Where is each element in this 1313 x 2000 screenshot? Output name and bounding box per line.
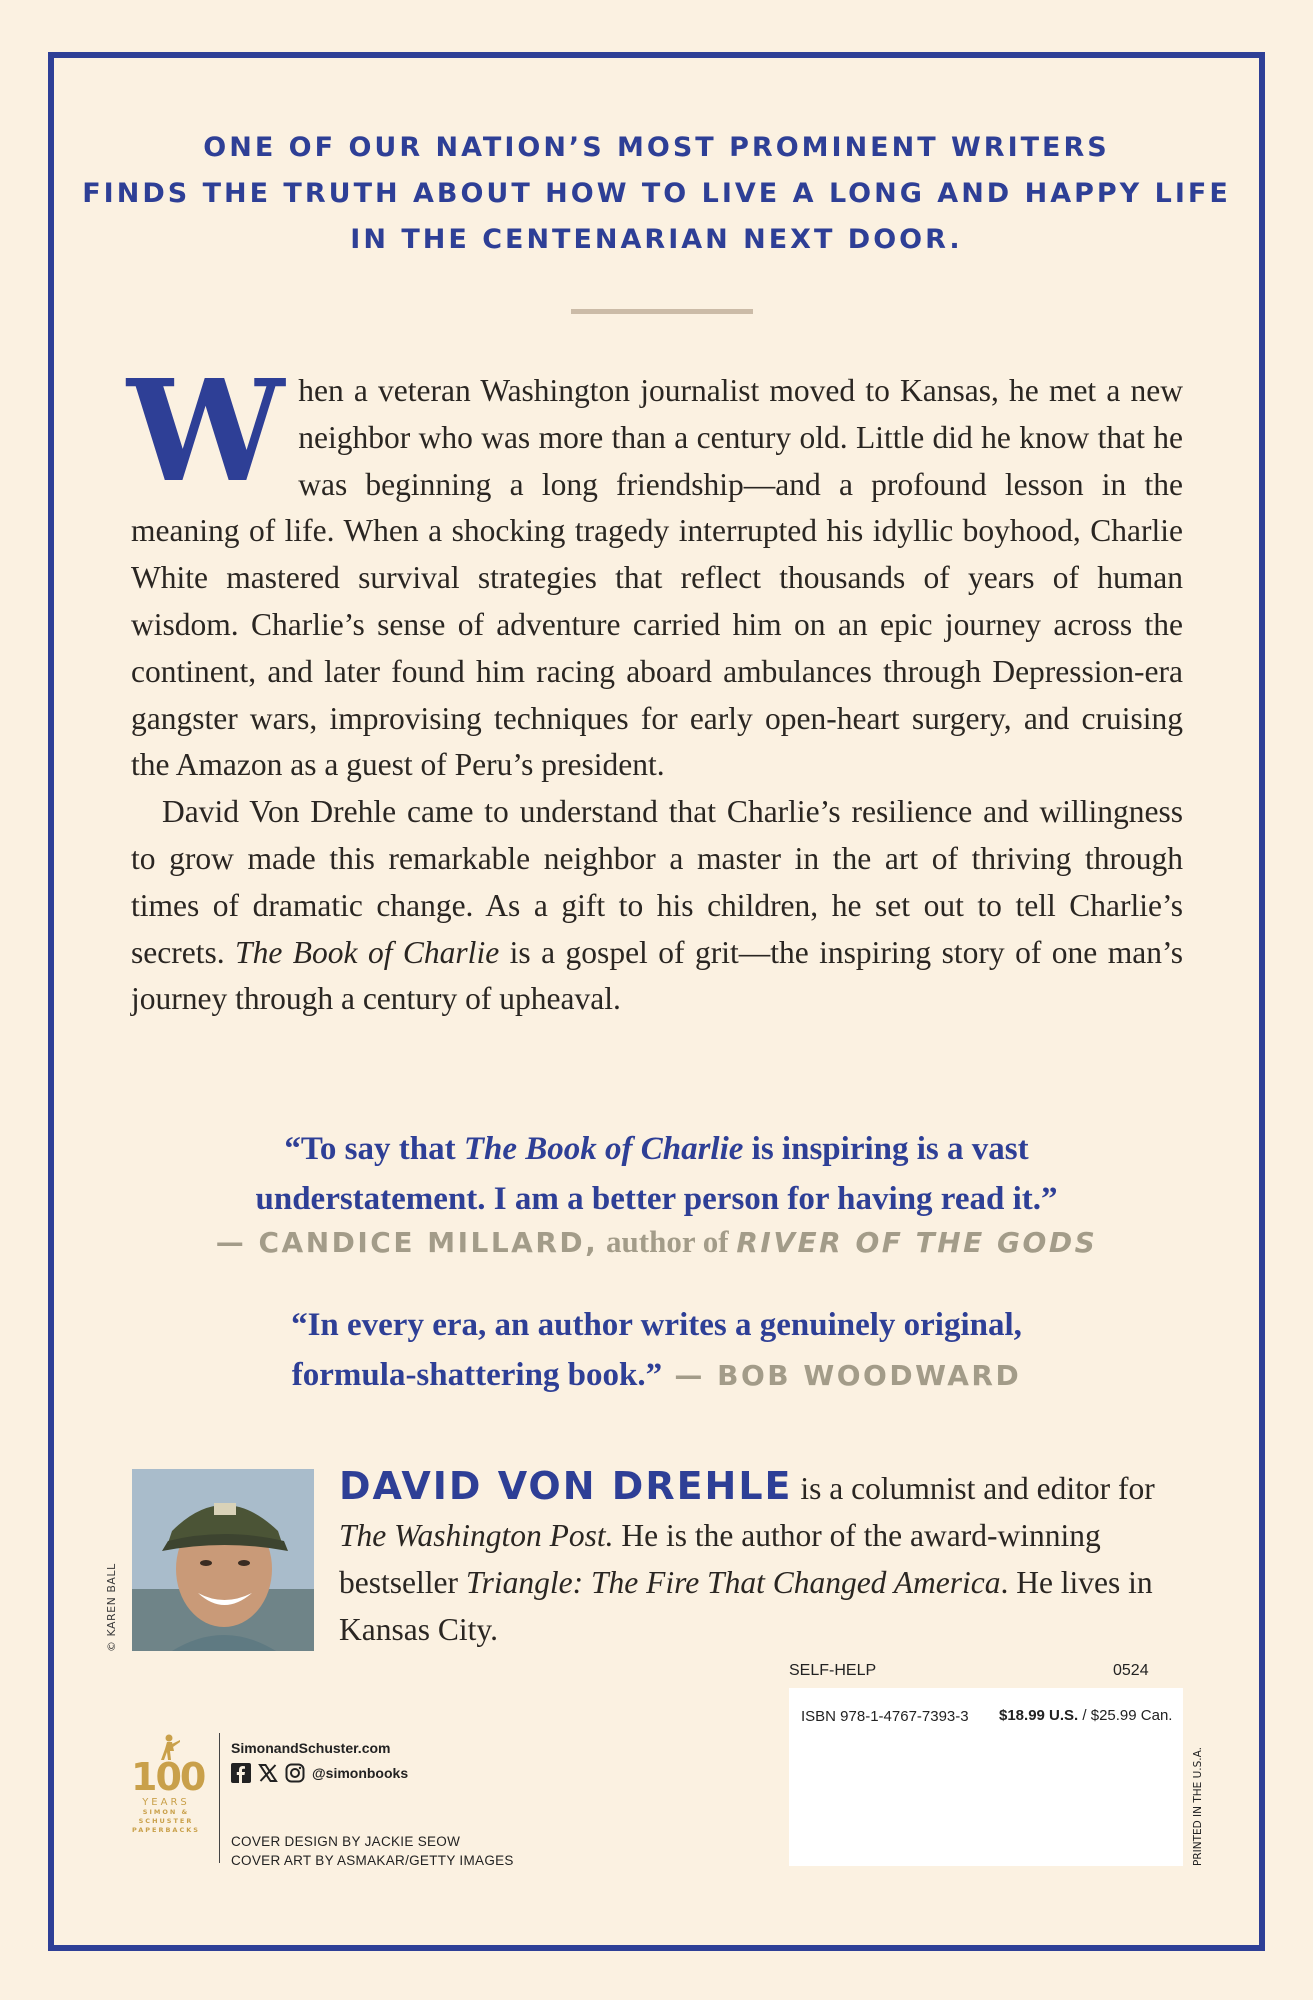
quote-2-text: formula-shattering book.” (291, 1357, 663, 1393)
publisher-website[interactable]: SimonandSchuster.com (231, 1740, 391, 1756)
author-name: DAVID VON DREHLE (339, 1464, 793, 1508)
publisher-divider (219, 1733, 220, 1863)
attribution-role: author of (598, 1224, 737, 1259)
cover-design-credit: COVER DESIGN BY JACKIE SEOW (231, 1834, 461, 1849)
attribution-book: RIVER OF THE GODS (736, 1226, 1098, 1259)
quote-1-text-start: “To say that (284, 1131, 464, 1167)
book-code: 0524 (1113, 1662, 1149, 1679)
bio-book-title: Triangle: The Fire That Changed America (465, 1565, 1001, 1600)
description-paragraph-2 (131, 789, 1183, 1023)
price-us: $18.99 U.S. (999, 1707, 1079, 1724)
quote-2-attribution: — BOB WOODWARD (662, 1359, 1022, 1392)
isbn: ISBN 978-1-4767-7393-3 (801, 1708, 969, 1725)
book-title-inline: The Book of Charlie (235, 934, 500, 970)
headline-line-3: IN THE CENTENARIAN NEXT DOOR. (350, 224, 963, 255)
cover-art-credit: COVER ART BY ASMAKAR/GETTY IMAGES (231, 1853, 514, 1868)
printed-in-label: PRINTED IN THE U.S.A. (1192, 1747, 1204, 1866)
publisher-logo (131, 1733, 205, 1863)
quote-2-line-2 (0, 1350, 1313, 1401)
price-separator: / (1078, 1707, 1091, 1724)
quote-1-line-2: understatement. I am a better person for having read it.” (255, 1181, 1058, 1217)
headline-line-1: ONE OF OUR NATION’S MOST PROMINENT WRITERS (203, 132, 1110, 163)
price (999, 1707, 1172, 1724)
barcode-area (789, 1688, 1183, 1866)
social-handle[interactable]: @simonbooks (312, 1765, 409, 1781)
paragraph-2-start: David Von Drehle came to understand that Charlie’s resilience and willingness to grow made this remarkable neighbor a master in the art of thriving through times of dramatic change. As a gift to his children, he set out to tell Charlie’s secrets. (131, 794, 1183, 970)
bio-text-3: . He lives in Kansas City. (339, 1565, 1153, 1647)
drop-cap: W (127, 350, 285, 514)
photo-credit: © KAREN BALL (105, 1563, 118, 1652)
sower-icon (153, 1733, 183, 1761)
logo-line-1: SIMON & (142, 1808, 190, 1816)
instagram-icon[interactable] (285, 1763, 305, 1783)
logo-line-3: PAPERBACKS (132, 1826, 200, 1834)
x-icon[interactable] (258, 1763, 278, 1783)
author-bio (339, 1463, 1185, 1653)
quote-1-book-title: The Book of Charlie (463, 1131, 744, 1167)
price-canada: $25.99 Can. (1090, 1707, 1173, 1724)
facebook-icon[interactable] (231, 1763, 251, 1783)
book-description (127, 350, 1183, 1023)
headline (0, 125, 1313, 263)
author-photo (132, 1469, 314, 1651)
quote-1-attribution (0, 1224, 1313, 1260)
attribution-name: — CANDICE MILLARD, (215, 1226, 599, 1259)
bio-text-1: is a columnist and editor for (792, 1471, 1155, 1506)
cover-credits (231, 1832, 514, 1870)
quote-woodward (0, 1300, 1313, 1401)
logo-line-2: SCHUSTER (138, 1817, 194, 1825)
book-category: SELF-HELP (789, 1662, 877, 1679)
logo-number: 100 (131, 1755, 205, 1799)
bio-publication: The Washington Post. (339, 1518, 614, 1553)
social-links (231, 1763, 408, 1783)
description-paragraph-1 (127, 350, 1183, 789)
headline-line-2: FINDS THE TRUTH ABOUT HOW TO LIVE A LONG AND HAPPY LIFE (82, 178, 1231, 209)
logo-years: YEARS (142, 1797, 190, 1808)
author-portrait-image (132, 1469, 314, 1651)
quote-1-line-1 (0, 1124, 1313, 1174)
divider-rule (571, 309, 753, 314)
quote-millard (0, 1124, 1313, 1260)
paragraph-2-end: is a gospel of grit—the inspiring story of one man’s journey through a century of upheaval. (131, 934, 1183, 1017)
paragraph-1-text: hen a veteran Washington journalist moved to Kansas, he met a new neighbor who was more than a century old. Little did he know that he was beginning a long friendship—and a profound lesson in the meaning of life. When a shocking tragedy interrupted his idyllic boyhood, Charlie White mastered survival strategies that reflect thousands of years of human wisdom. Charlie’s sense of adventure carried him on an epic journey across the continent, and later found him racing aboard ambulances through Depression-era gangster wars, improvising techniques for early open-heart surgery, and cruising the Amazon as a guest of Peru’s president. (131, 373, 1183, 783)
bio-text-2: He is the author of the award-winning bestseller (339, 1518, 1101, 1600)
quote-2-line-1: “In every era, an author writes a genuinely original, (291, 1307, 1022, 1343)
quote-1-text-end: is inspiring is a vast (743, 1131, 1029, 1167)
